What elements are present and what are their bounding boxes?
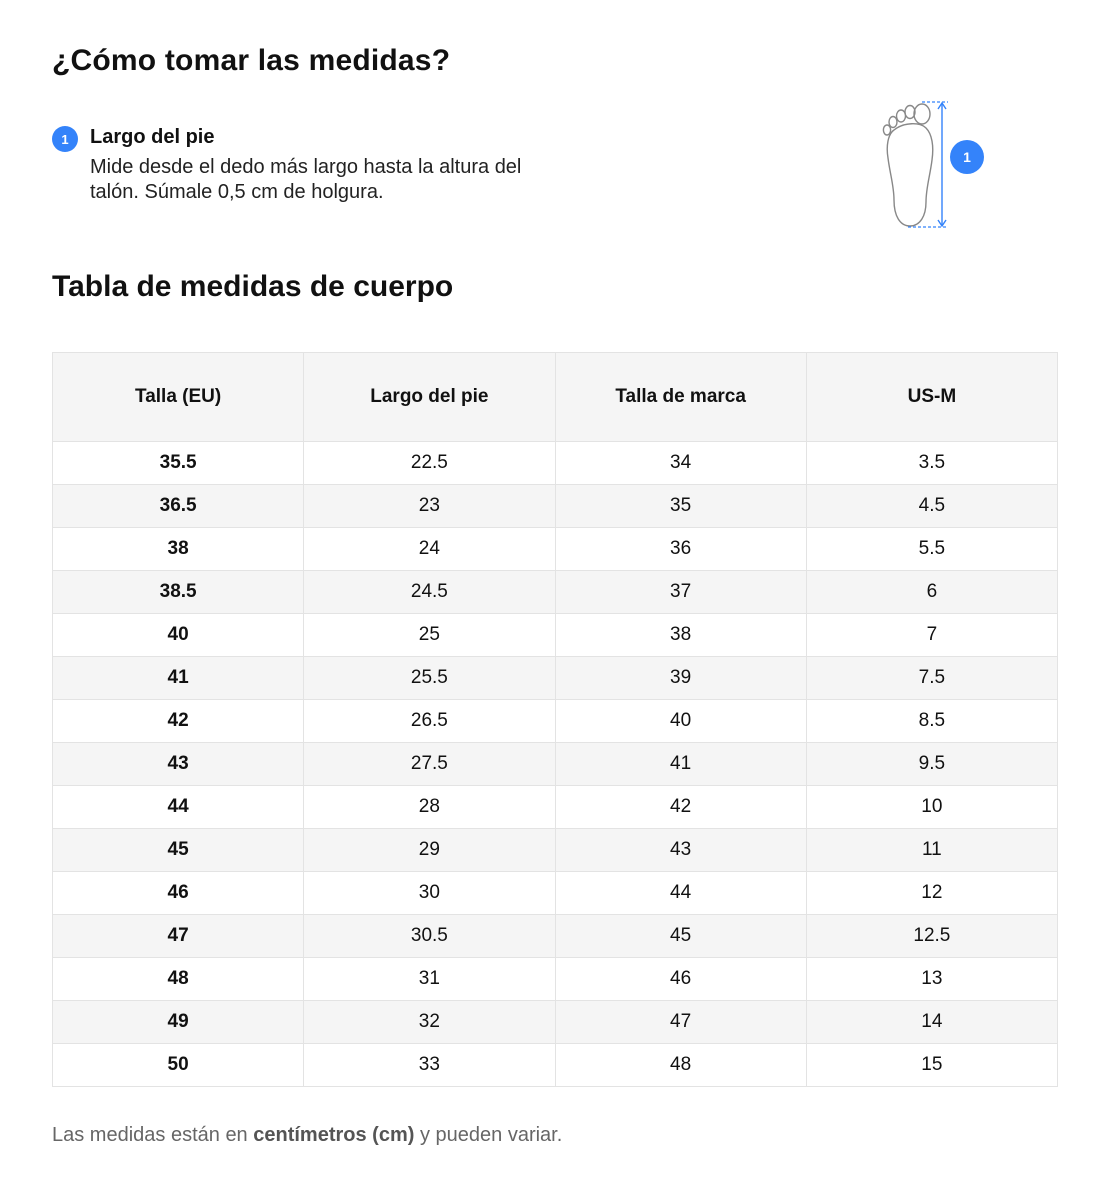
foot-length-cell: 24.5 — [304, 571, 555, 614]
us-m-cell: 12.5 — [806, 915, 1057, 958]
eu-size-cell: 49 — [53, 1001, 304, 1044]
table-row — [53, 1001, 1058, 1044]
foot-length-cell: 31 — [304, 958, 555, 1001]
table-row — [53, 485, 1058, 528]
foot-length-cell: 27.5 — [304, 743, 555, 786]
footnote-suffix: y pueden variar. — [414, 1124, 563, 1146]
column-header-eu-size: Talla (EU) — [53, 353, 304, 442]
brand-size-cell: 37 — [555, 571, 806, 614]
us-m-cell: 12 — [806, 872, 1057, 915]
foot-length-cell: 33 — [304, 1044, 555, 1087]
us-m-cell: 6 — [806, 571, 1057, 614]
table-row — [53, 528, 1058, 571]
eu-size-cell: 38 — [53, 528, 304, 571]
table-row — [53, 829, 1058, 872]
brand-size-cell: 36 — [555, 528, 806, 571]
foot-length-cell: 30.5 — [304, 915, 555, 958]
us-m-cell: 7.5 — [806, 657, 1057, 700]
eu-size-cell: 40 — [53, 614, 304, 657]
brand-size-cell: 46 — [555, 958, 806, 1001]
brand-size-cell: 39 — [555, 657, 806, 700]
foot-length-cell: 23 — [304, 485, 555, 528]
table-title: Tabla de medidas de cuerpo — [52, 270, 454, 303]
us-m-cell: 7 — [806, 614, 1057, 657]
brand-size-cell: 45 — [555, 915, 806, 958]
figure-number-badge: 1 — [950, 140, 984, 174]
brand-size-cell: 41 — [555, 743, 806, 786]
foot-length-cell: 29 — [304, 829, 555, 872]
foot-length-cell: 24 — [304, 528, 555, 571]
eu-size-cell: 41 — [53, 657, 304, 700]
foot-measure-icon — [876, 94, 956, 234]
foot-length-cell: 25.5 — [304, 657, 555, 700]
brand-size-cell: 38 — [555, 614, 806, 657]
table-row — [53, 786, 1058, 829]
eu-size-cell: 46 — [53, 872, 304, 915]
us-m-cell: 11 — [806, 829, 1057, 872]
table-row — [53, 958, 1058, 1001]
eu-size-cell: 47 — [53, 915, 304, 958]
eu-size-cell: 36.5 — [53, 485, 304, 528]
footnote-prefix: Las medidas están en — [52, 1124, 254, 1146]
table-row — [53, 1044, 1058, 1087]
foot-length-cell: 28 — [304, 786, 555, 829]
brand-size-cell: 35 — [555, 485, 806, 528]
table-row — [53, 700, 1058, 743]
column-header-brand-size: Talla de marca — [555, 353, 806, 442]
us-m-cell: 9.5 — [806, 743, 1057, 786]
table-row — [53, 571, 1058, 614]
eu-size-cell: 44 — [53, 786, 304, 829]
column-header-foot-length: Largo del pie — [304, 353, 555, 442]
eu-size-cell: 43 — [53, 743, 304, 786]
brand-size-cell: 44 — [555, 872, 806, 915]
step-number-badge: 1 — [52, 126, 78, 152]
table-row — [53, 743, 1058, 786]
eu-size-cell: 50 — [53, 1044, 304, 1087]
us-m-cell: 10 — [806, 786, 1057, 829]
brand-size-cell: 48 — [555, 1044, 806, 1087]
table-row — [53, 915, 1058, 958]
us-m-cell: 14 — [806, 1001, 1057, 1044]
us-m-cell: 15 — [806, 1044, 1057, 1087]
eu-size-cell: 42 — [53, 700, 304, 743]
foot-length-cell: 32 — [304, 1001, 555, 1044]
foot-length-cell: 25 — [304, 614, 555, 657]
units-footnote — [52, 1124, 562, 1147]
brand-size-cell: 40 — [555, 700, 806, 743]
foot-measure-figure — [876, 94, 996, 234]
table-row — [53, 872, 1058, 915]
us-m-cell: 13 — [806, 958, 1057, 1001]
eu-size-cell: 48 — [53, 958, 304, 1001]
guide-title: ¿Cómo tomar las medidas? — [52, 44, 451, 77]
step-title: Largo del pie — [90, 126, 215, 148]
footnote-units: centímetros (cm) — [253, 1124, 415, 1146]
brand-size-cell: 34 — [555, 442, 806, 485]
us-m-cell: 4.5 — [806, 485, 1057, 528]
table-row — [53, 657, 1058, 700]
us-m-cell: 3.5 — [806, 442, 1057, 485]
size-table-body — [53, 442, 1058, 1087]
us-m-cell: 8.5 — [806, 700, 1057, 743]
eu-size-cell: 35.5 — [53, 442, 304, 485]
table-row — [53, 614, 1058, 657]
brand-size-cell: 43 — [555, 829, 806, 872]
eu-size-cell: 38.5 — [53, 571, 304, 614]
size-table — [52, 352, 1058, 1087]
table-header-row — [53, 353, 1058, 442]
us-m-cell: 5.5 — [806, 528, 1057, 571]
eu-size-cell: 45 — [53, 829, 304, 872]
foot-length-cell: 26.5 — [304, 700, 555, 743]
column-header-us-m: US-M — [806, 353, 1057, 442]
foot-length-cell: 22.5 — [304, 442, 555, 485]
brand-size-cell: 47 — [555, 1001, 806, 1044]
step-description: Mide desde el dedo más largo hasta la altura del talón. Súmale 0,5 cm de holgura. — [90, 156, 522, 203]
foot-length-cell: 30 — [304, 872, 555, 915]
brand-size-cell: 42 — [555, 786, 806, 829]
table-row — [53, 442, 1058, 485]
